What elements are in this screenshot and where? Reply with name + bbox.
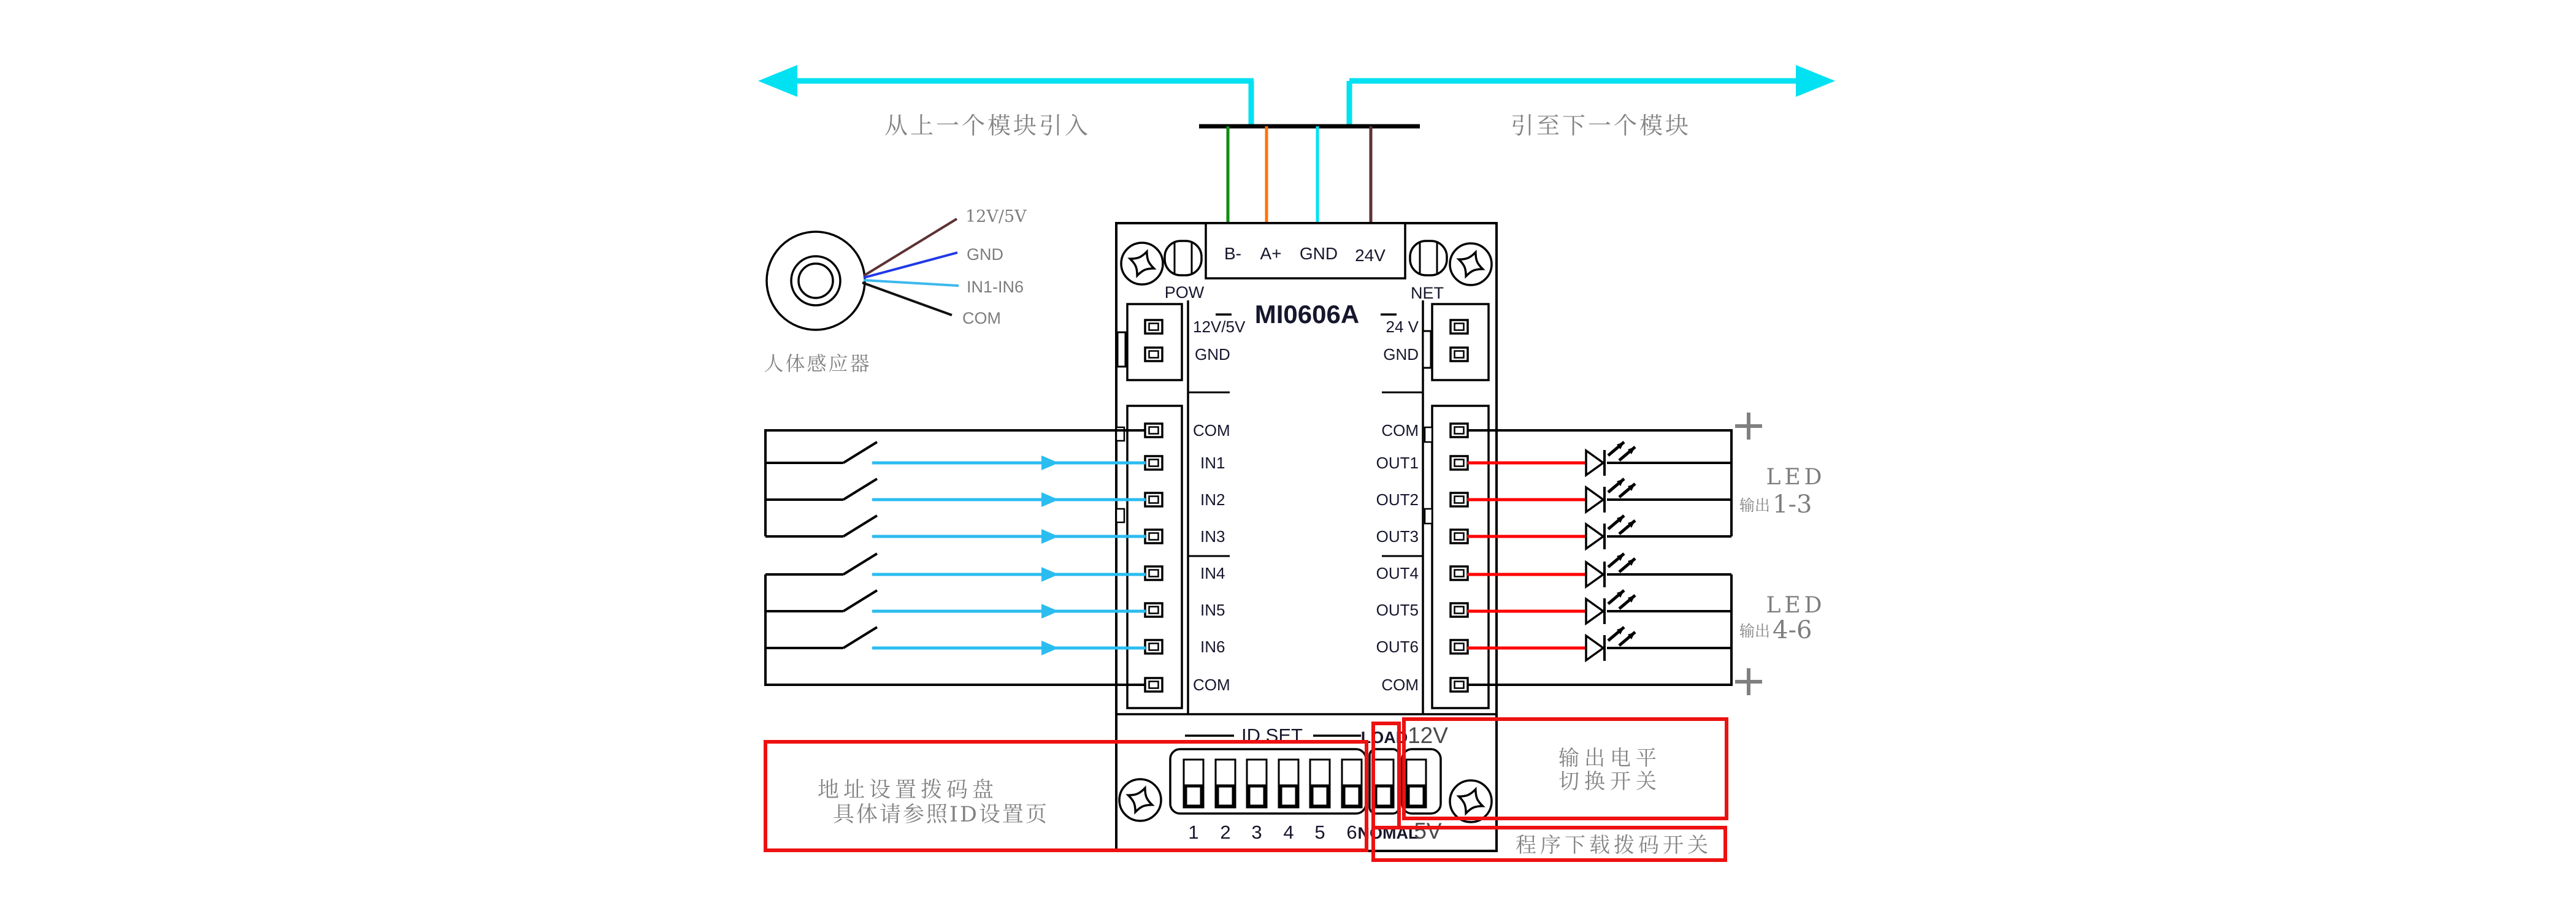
- 12v-label: 12V: [1408, 723, 1448, 748]
- in-2: IN2: [1200, 490, 1225, 509]
- motion-sensor: [764, 207, 1027, 375]
- dip-num-6: 6: [1346, 821, 1357, 843]
- sensor-pin-gnd: GND: [967, 245, 1003, 264]
- out-com-top: COM: [1381, 421, 1419, 440]
- dip-6[interactable]: [1342, 760, 1362, 807]
- led-group-1: [1467, 413, 1826, 549]
- module-title: MI0606A: [1254, 300, 1360, 329]
- out-2: OUT2: [1376, 490, 1419, 509]
- sensor-wire-gnd: [864, 253, 957, 278]
- led-out6: [1467, 627, 1731, 661]
- in-3: IN3: [1200, 527, 1225, 546]
- led1-title: LED: [1766, 465, 1826, 490]
- led-out3: [1467, 516, 1731, 549]
- bus-bar: [1199, 126, 1420, 224]
- out-5: OUT5: [1376, 601, 1419, 619]
- dip-3[interactable]: [1247, 760, 1267, 807]
- id-set-label: ID SET: [1241, 725, 1303, 746]
- led-group-2: [1467, 554, 1826, 695]
- right-power-24v: 24 V: [1386, 318, 1419, 336]
- sensor-pin-power: 12V/5V: [965, 207, 1027, 226]
- terminal-a-plus: A+: [1260, 244, 1282, 263]
- screw-bottom-right-icon: [1450, 780, 1492, 822]
- address-note-line2: 具体请参照ID设置页: [833, 802, 1049, 827]
- switch-in5: [765, 590, 1146, 619]
- out-3: OUT3: [1376, 527, 1419, 546]
- level-note-line1: 输出电平: [1558, 746, 1662, 771]
- in-com-top: COM: [1193, 421, 1230, 440]
- pow-terminal-icon: [1165, 241, 1202, 275]
- led-out5: [1467, 590, 1731, 624]
- sensor-wire-power: [864, 219, 957, 276]
- led-out2: [1467, 479, 1731, 513]
- nomal-label: NOMAL: [1357, 824, 1419, 842]
- net-label: NET: [1411, 284, 1444, 302]
- in-5: IN5: [1200, 601, 1225, 619]
- led-out1: [1467, 442, 1731, 476]
- 5v-label: 5V: [1414, 818, 1442, 844]
- address-note-line1: 地址设置拨码盘: [817, 778, 999, 802]
- left-power-gnd: GND: [1195, 345, 1230, 364]
- led2-title: LED: [1766, 593, 1826, 618]
- in-1: IN1: [1200, 454, 1225, 472]
- screw-bottom-left-icon: [1119, 779, 1161, 821]
- dip-1[interactable]: [1184, 760, 1203, 807]
- led2-range: 4-6: [1773, 616, 1812, 644]
- top-terminal-block: [1206, 223, 1405, 278]
- in-4: IN4: [1200, 564, 1225, 582]
- terminal-b-minus: B-: [1224, 244, 1241, 263]
- led1-range: 1-3: [1773, 490, 1812, 519]
- led2-sub: 输出: [1739, 622, 1771, 640]
- sensor-wire-com: [862, 283, 952, 315]
- switch-in6: [765, 627, 1146, 655]
- terminal-24v: 24V: [1355, 246, 1386, 265]
- level-note-line2: 切换开关: [1558, 769, 1662, 794]
- program-note: 程序下载拨码开关: [1516, 833, 1712, 858]
- switch-in2: [765, 479, 1146, 507]
- plus-polarity-bottom: [1735, 668, 1762, 695]
- switch-in3: [765, 516, 1146, 544]
- dip-2[interactable]: [1216, 760, 1235, 807]
- switch-in1: [765, 442, 1146, 470]
- led1-sub: 输出: [1739, 497, 1771, 514]
- pow-label: POW: [1164, 283, 1205, 302]
- terminal-gnd: GND: [1299, 244, 1338, 263]
- out-6: OUT6: [1376, 638, 1419, 656]
- dip-level[interactable]: [1406, 760, 1426, 807]
- dip-num-3: 3: [1251, 821, 1262, 843]
- dip-num-1: 1: [1188, 821, 1199, 843]
- input-switch-wiring: [765, 430, 1146, 685]
- sensor-pin-com: COM: [962, 309, 1001, 327]
- left-power-12v5v: 12V/5V: [1193, 318, 1246, 336]
- dip-num-5: 5: [1314, 821, 1325, 843]
- screw-top-right-icon: [1450, 243, 1492, 285]
- label-from-previous: 从上一个模块引入: [884, 112, 1091, 139]
- out-4: OUT4: [1376, 564, 1419, 582]
- net-terminal-icon: [1410, 241, 1447, 275]
- dip-5[interactable]: [1310, 760, 1330, 807]
- dip-num-4: 4: [1283, 821, 1294, 843]
- switch-in4: [765, 554, 1146, 582]
- in-6: IN6: [1200, 638, 1225, 656]
- dip-load[interactable]: [1374, 760, 1393, 807]
- in-com-bottom: COM: [1193, 676, 1230, 694]
- plus-polarity-top: [1735, 413, 1762, 440]
- load-label: LOAD: [1360, 728, 1408, 747]
- screw-top-left-icon: [1121, 243, 1163, 284]
- dip-num-2: 2: [1220, 821, 1231, 843]
- led-out4: [1467, 554, 1731, 587]
- right-power-gnd: GND: [1383, 345, 1419, 364]
- sensor-wire-signal: [864, 280, 959, 286]
- dip-4[interactable]: [1279, 760, 1298, 807]
- out-com-bottom: COM: [1381, 676, 1419, 694]
- label-to-next: 引至下一个模块: [1510, 112, 1692, 139]
- out-1: OUT1: [1376, 454, 1419, 472]
- sensor-name: 人体感应器: [764, 352, 872, 375]
- sensor-pin-signal: IN1-IN6: [967, 278, 1024, 296]
